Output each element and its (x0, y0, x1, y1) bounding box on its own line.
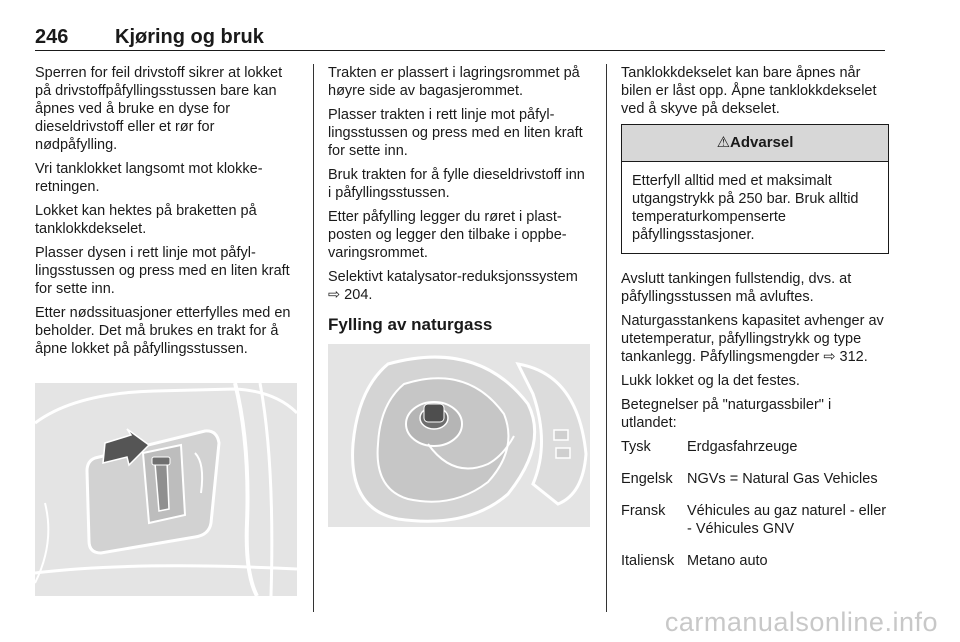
language-cell: Tysk (621, 439, 651, 455)
paragraph: Lokket kan hektes på braketten på tanklokkdekselet. (35, 203, 257, 237)
paragraph: Tanklokkdekselet kan bare åpnes når bilen er låst opp. Åpne tanklokkdekselet ved å skyve på dekselet. (621, 65, 877, 117)
page-number: 246 (35, 26, 69, 48)
fuel-cap-drawing (328, 344, 590, 527)
language-cell: Engelsk (621, 471, 673, 487)
term-cell: Erdgasfahrzeuge (687, 439, 798, 455)
paragraph-reference: Selektivt katalysator-reduksjonssystem ⇨ 204. (328, 269, 578, 303)
section-heading: Fylling av naturgass (328, 315, 493, 334)
column-right (621, 64, 889, 584)
paragraph: Avslutt tankingen fullstendig, dvs. at påfyllingsstussen må avluftes. (621, 271, 852, 305)
column-left (35, 64, 297, 364)
paragraph: Etter nødssituasjoner etterfylles med en beholder. Det må brukes en trakt for å åpne lokket på påfyllingsstussen. (35, 305, 291, 357)
paragraph-reference: Naturgasstankens kapasitet avhenger av utetemperatur, påfyllingstrykk og type tankanlegg. Påfyllingsmengder ⇨ 312. (621, 313, 884, 365)
language-terms-table (621, 438, 889, 584)
language-cell: Fransk (621, 503, 666, 519)
warning-triangle-icon: ⚠ (716, 134, 731, 151)
table-row (621, 470, 889, 502)
trunk-storage-drawing (35, 383, 297, 596)
paragraph: Lukk lokket og la det festes. (621, 373, 800, 389)
fuel-cap-illustration (328, 344, 590, 527)
page-title: Kjøring og bruk (115, 26, 264, 48)
column-divider (313, 64, 314, 612)
column-divider (606, 64, 607, 612)
trunk-storage-illustration (35, 383, 297, 596)
term-cell: NGVs = Natural Gas Vehicles (687, 471, 878, 487)
warning-title: Advarsel (730, 134, 794, 151)
watermark: carmanualsonline.info (664, 607, 938, 637)
page-ref-number: 312. (835, 349, 868, 365)
paragraph: Sperren for feil drivstoff sikrer at lokket på drivstoffpåfyllingsstussen bare kan åpnes ved å bruke en dyse for dieseldrivstoff eller et rør for nødpåfylling. (35, 65, 283, 153)
language-cell: Italiensk (621, 553, 675, 569)
table-row (621, 502, 889, 552)
paragraph: Bruk trakten for å fylle dieseldrivstoff inn i påfyllingsstussen. (328, 167, 585, 201)
table-row (621, 552, 889, 584)
paragraph: Etter påfylling legger du røret i plastposten og legger den tilbake i oppbevaringsrommet. (328, 209, 567, 261)
page-ref-number: 204. (340, 287, 373, 303)
term-cell: Véhicules au gaz naturel - eller - Véhicules GNV (687, 503, 887, 537)
paragraph: Betegnelser på "naturgassbiler" i utlandet: (621, 397, 832, 431)
warning-box (621, 124, 889, 254)
term-cell: Metano auto (687, 553, 768, 569)
paragraph: Plasser dysen i rett linje mot påfyllingsstussen og press med en liten kraft for sette inn. (35, 245, 290, 297)
page-ref-arrow-icon: ⇨ (328, 287, 341, 303)
paragraph: Trakten er plassert i lagringsrommet på høyre side av bagasjerommet. (328, 65, 580, 99)
paragraph: Plasser trakten i rett linje mot påfyllingsstussen og press med en liten kraft for sette inn. (328, 107, 583, 159)
column-middle (328, 64, 590, 527)
paragraph: Vri tanklokket langsomt mot klokkeretningen. (35, 161, 263, 195)
table-row (621, 438, 889, 470)
warning-header (622, 125, 888, 162)
page-header (35, 26, 885, 51)
page-ref-arrow-icon: ⇨ (823, 349, 836, 365)
warning-body: Etterfyll alltid med et maksimalt utgangstrykk på 250 bar. Bruk alltid temperaturkompenserte påfyllingsstasjoner. (632, 173, 859, 243)
